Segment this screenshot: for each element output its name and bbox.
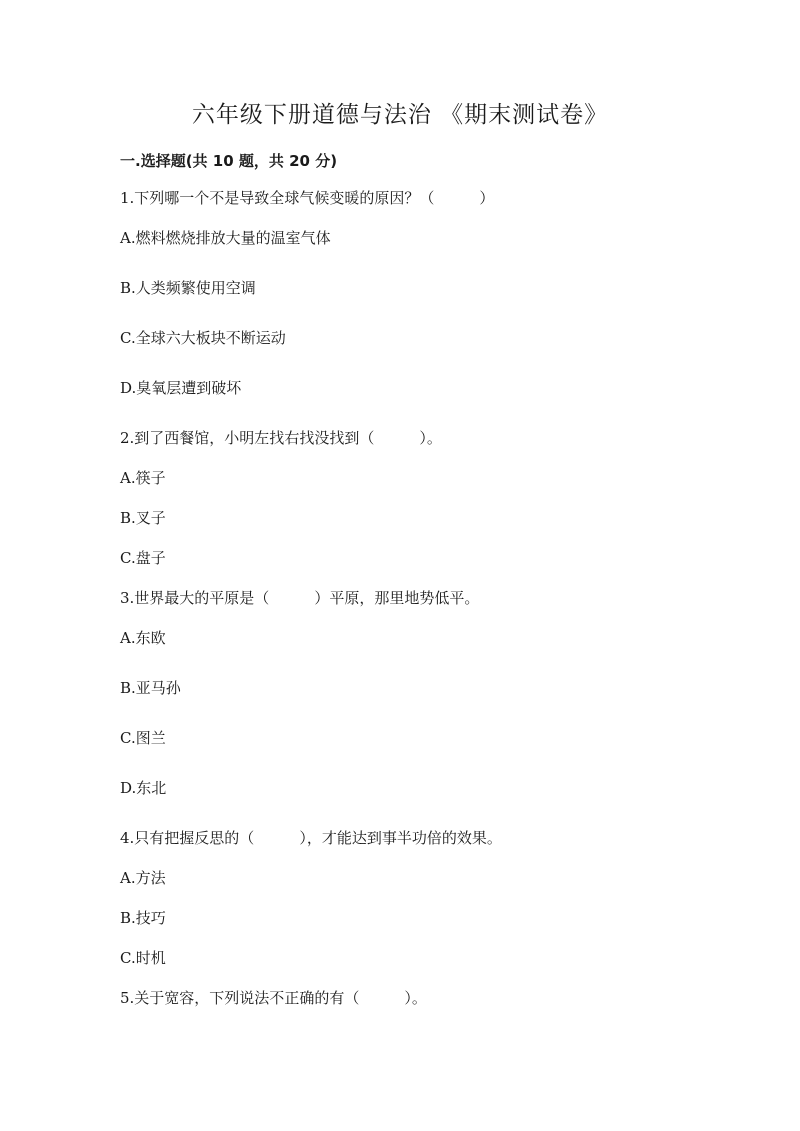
option-d[interactable]: D.臭氧层遭到破坏 xyxy=(120,379,242,397)
option-b[interactable]: B.亚马孙 xyxy=(120,679,181,697)
question-stem: 5.关于宽容，下列说法不正确的有（ ）。 xyxy=(120,989,427,1007)
option-b[interactable]: B.人类频繁使用空调 xyxy=(120,279,256,297)
option-a[interactable]: A.东欧 xyxy=(120,629,166,647)
question-stem: 2.到了西餐馆，小明左找右找没找到（ ）。 xyxy=(120,429,442,447)
page-title: 六年级下册道德与法治 《期末测试卷》 xyxy=(191,102,609,128)
option-c[interactable]: C.全球六大板块不断运动 xyxy=(120,329,286,347)
option-a[interactable]: A.燃料燃烧排放大量的温室气体 xyxy=(120,229,331,247)
option-a[interactable]: A.方法 xyxy=(120,869,166,887)
question-stem: 4.只有把握反思的（ ），才能达到事半功倍的效果。 xyxy=(120,829,502,847)
option-d[interactable]: D.东北 xyxy=(120,779,167,797)
option-a[interactable]: A.筷子 xyxy=(120,469,166,487)
option-c[interactable]: C.图兰 xyxy=(120,729,166,747)
option-c[interactable]: C.盘子 xyxy=(120,549,166,567)
option-b[interactable]: B.叉子 xyxy=(120,509,166,527)
section-heading: 一.选择题(共 10 题，共 20 分) xyxy=(120,152,338,170)
question-stem: 1.下列哪一个不是导致全球气候变暖的原因？（ ） xyxy=(120,189,495,207)
question-stem: 3.世界最大的平原是（ ）平原，那里地势低平。 xyxy=(120,589,480,607)
option-b[interactable]: B.技巧 xyxy=(120,909,166,927)
option-c[interactable]: C.时机 xyxy=(120,949,166,967)
